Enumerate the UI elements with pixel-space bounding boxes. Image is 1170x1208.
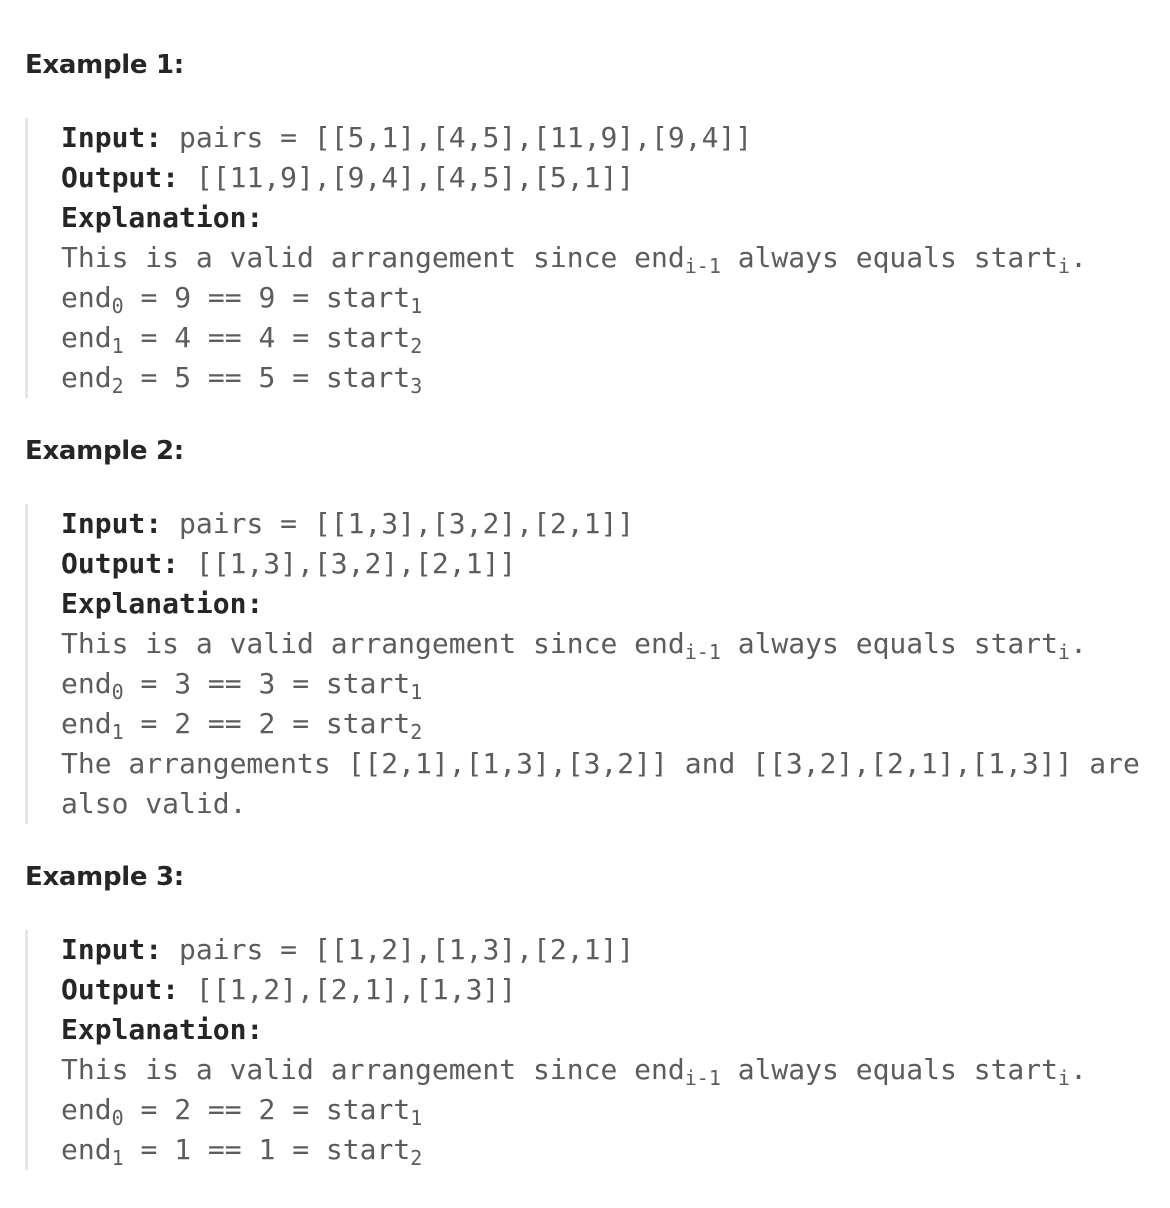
explanation-label: Explanation: bbox=[61, 1013, 264, 1046]
explanation-text: = 9 == 9 = start bbox=[123, 281, 411, 314]
explanation-line bbox=[61, 624, 1165, 664]
output-label: Output: bbox=[61, 547, 180, 580]
explanation-line bbox=[61, 784, 1165, 824]
explanation-text: end bbox=[61, 321, 112, 354]
explanation-text: . bbox=[1070, 627, 1087, 660]
input-label: Input: bbox=[61, 121, 163, 154]
explanation-label: Explanation: bbox=[61, 587, 264, 620]
explanation-line bbox=[61, 318, 1165, 358]
output-value: [[1,2],[2,1],[1,3]] bbox=[195, 973, 517, 1006]
example-2-heading: Example 2: bbox=[25, 436, 184, 466]
subscript: 2 bbox=[111, 374, 124, 398]
explanation-text: end bbox=[61, 667, 112, 700]
example-3-output-line bbox=[61, 970, 1165, 1010]
subscript: 1 bbox=[111, 720, 124, 744]
example-1-block bbox=[25, 118, 1165, 398]
explanation-text: = 5 == 5 = start bbox=[123, 361, 411, 394]
input-value: pairs = [[1,3],[3,2],[2,1]] bbox=[179, 507, 635, 540]
example-1-input-line bbox=[61, 118, 1165, 158]
example-2-output-line bbox=[61, 544, 1165, 584]
explanation-label: Explanation: bbox=[61, 201, 264, 234]
explanation-text: end bbox=[61, 281, 112, 314]
subscript: 1 bbox=[410, 1106, 423, 1130]
explanation-text: = 2 == 2 = start bbox=[123, 707, 411, 740]
explanation-text: . bbox=[1070, 1053, 1087, 1086]
example-3-explanation bbox=[61, 1050, 1165, 1170]
example-2-input-line bbox=[61, 504, 1165, 544]
explanation-line bbox=[61, 1050, 1165, 1090]
explanation-line bbox=[61, 358, 1165, 398]
explanation-text: also valid. bbox=[61, 787, 247, 820]
explanation-text: = 3 == 3 = start bbox=[123, 667, 411, 700]
output-label: Output: bbox=[61, 161, 180, 194]
subscript: i-1 bbox=[684, 254, 721, 278]
explanation-text: . bbox=[1070, 241, 1087, 274]
example-2-explanation-label-line bbox=[61, 584, 1165, 624]
explanation-line bbox=[61, 1130, 1165, 1170]
explanation-text: end bbox=[61, 1093, 112, 1126]
subscript: 1 bbox=[111, 334, 124, 358]
example-3-explanation-label-line bbox=[61, 1010, 1165, 1050]
explanation-text: end bbox=[61, 707, 112, 740]
subscript: 2 bbox=[410, 334, 423, 358]
explanation-text: This is a valid arrangement since end bbox=[61, 241, 685, 274]
explanation-line bbox=[61, 704, 1165, 744]
input-value: pairs = [[1,2],[1,3],[2,1]] bbox=[179, 933, 635, 966]
example-1-output-line bbox=[61, 158, 1165, 198]
subscript: i bbox=[1058, 1066, 1071, 1090]
explanation-text: always equals start bbox=[720, 627, 1059, 660]
subscript: i bbox=[1058, 640, 1071, 664]
example-1-explanation-label-line bbox=[61, 198, 1165, 238]
subscript: 1 bbox=[410, 294, 423, 318]
example-1-heading: Example 1: bbox=[25, 50, 184, 80]
explanation-text: always equals start bbox=[720, 241, 1059, 274]
example-2-block bbox=[25, 504, 1165, 824]
input-value: pairs = [[5,1],[4,5],[11,9],[9,4]] bbox=[179, 121, 753, 154]
subscript: i-1 bbox=[684, 1066, 721, 1090]
explanation-line bbox=[61, 664, 1165, 704]
subscript: 0 bbox=[111, 680, 124, 704]
output-value: [[11,9],[9,4],[4,5],[5,1]] bbox=[195, 161, 635, 194]
input-label: Input: bbox=[61, 507, 163, 540]
explanation-line bbox=[61, 238, 1165, 278]
explanation-line bbox=[61, 1090, 1165, 1130]
explanation-line bbox=[61, 278, 1165, 318]
subscript: i bbox=[1058, 254, 1071, 278]
subscript: 1 bbox=[111, 1146, 124, 1170]
subscript: 0 bbox=[111, 1106, 124, 1130]
explanation-text: = 2 == 2 = start bbox=[123, 1093, 411, 1126]
explanation-line bbox=[61, 744, 1165, 784]
subscript: 3 bbox=[410, 374, 423, 398]
example-1-explanation bbox=[61, 238, 1165, 398]
subscript: 2 bbox=[410, 1146, 423, 1170]
output-value: [[1,3],[3,2],[2,1]] bbox=[195, 547, 517, 580]
explanation-text: always equals start bbox=[720, 1053, 1059, 1086]
output-label: Output: bbox=[61, 973, 180, 1006]
explanation-text: This is a valid arrangement since end bbox=[61, 627, 685, 660]
input-label: Input: bbox=[61, 933, 163, 966]
explanation-text: This is a valid arrangement since end bbox=[61, 1053, 685, 1086]
example-3-heading: Example 3: bbox=[25, 862, 184, 892]
subscript: 0 bbox=[111, 294, 124, 318]
example-2-explanation bbox=[61, 624, 1165, 824]
subscript: 1 bbox=[410, 680, 423, 704]
explanation-text: end bbox=[61, 361, 112, 394]
explanation-text: = 1 == 1 = start bbox=[123, 1133, 411, 1166]
example-3-block bbox=[25, 930, 1165, 1170]
example-3-input-line bbox=[61, 930, 1165, 970]
subscript: 2 bbox=[410, 720, 423, 744]
explanation-text: The arrangements [[2,1],[1,3],[3,2]] and [[3,2],[2,1],[1,3]] are bbox=[61, 747, 1140, 780]
explanation-text: end bbox=[61, 1133, 112, 1166]
explanation-text: = 4 == 4 = start bbox=[123, 321, 411, 354]
subscript: i-1 bbox=[684, 640, 721, 664]
